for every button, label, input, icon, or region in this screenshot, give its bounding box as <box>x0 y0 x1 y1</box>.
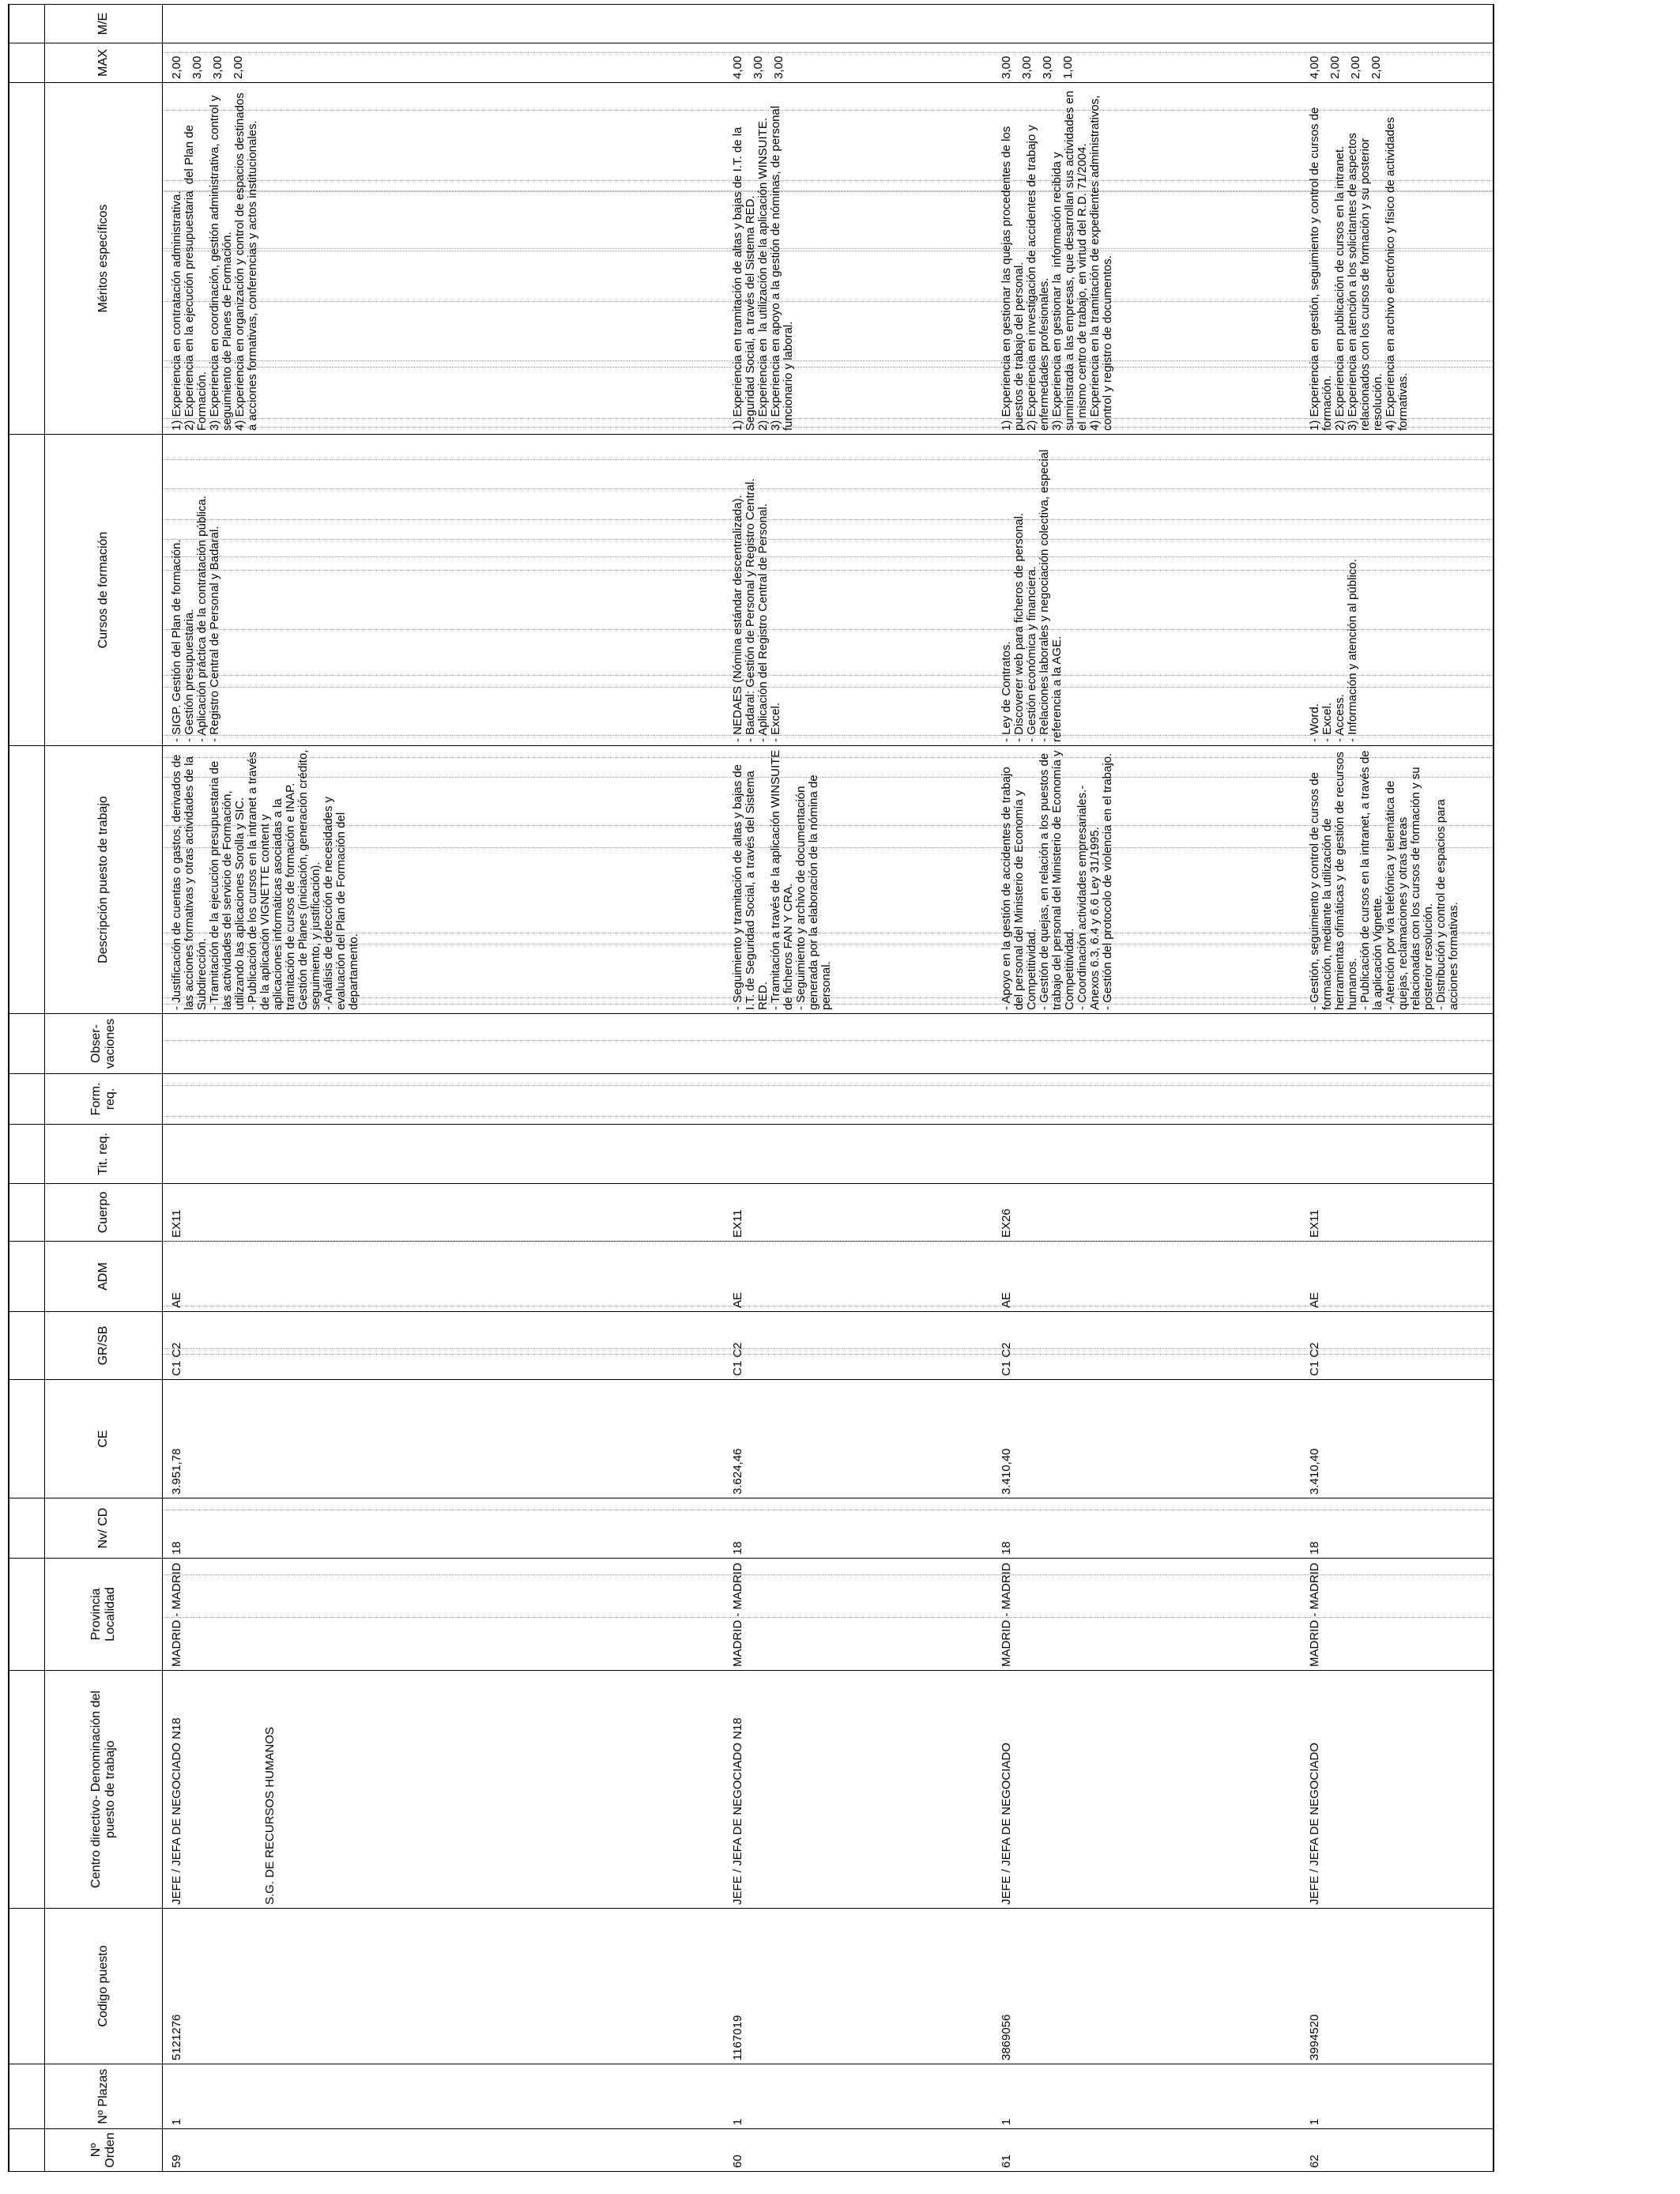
orden-value: 61 <box>1000 2154 1013 2168</box>
grupo-value: C1 C2 <box>1000 1342 1013 1376</box>
max-value: 3,00 <box>1041 55 1054 79</box>
max-value: 3,00 <box>1020 55 1034 79</box>
adm-value: AE <box>731 1291 744 1308</box>
codigo-value: 5121276 <box>170 2014 183 2060</box>
col-orden <box>163 2129 1493 2171</box>
descripcion-value: - Seguimiento y tramitación de altas y bajas de I.T. de Seguridad Social, a través del Sistema RED. - Tramitación a través de la aplicación WINSUITE de ficheros FAN Y CRA. - Seguimiento y archivo de documentación generada por la elaboración de la nómina de personal. <box>731 749 833 1010</box>
ce-value: 3.951,78 <box>170 1448 183 1495</box>
cursos-value: - SIGP. Gestión del Plan de formación. - Gestión presupuestaria. - Aplicación práctica de la contratación pública. - Registro Central de Personal y Badaral. <box>170 496 221 742</box>
max-value: 3,00 <box>211 55 224 79</box>
cursos-value: - NEDAES (Nómina estándar descentralizada). - Badaral: Gestión de Personal y Registro Central. - Aplicación del Registro Central de Personal. - Excel. <box>731 478 782 742</box>
max-value: 4,00 <box>1308 55 1321 79</box>
header-descripcion: Descripción puesto de trabajo <box>45 746 163 1014</box>
centro-directivo-label: S.G. DE RECURSOS HUMANOS <box>263 1726 277 1905</box>
nivel-value: 18 <box>170 1541 183 1555</box>
cuerpo-value: EX11 <box>1308 1209 1321 1238</box>
header-me: M/E <box>45 5 163 43</box>
codigo-value: 3994520 <box>1308 2014 1321 2060</box>
cuerpo-value: EX26 <box>1000 1208 1013 1238</box>
localidad-value: MADRID - MADRID <box>170 1563 183 1667</box>
max-value: 2,00 <box>1349 55 1362 79</box>
max-value: 2,00 <box>232 55 245 79</box>
descripcion-value: - Justificación de cuentas o gastos, derivados de las acciones formativas y otras actividades de la Subdirección. - Tramitación de la ejecución presupuestaria de las actividades del servicio de Formación, utilizando las aplicaciones Sorolla y SIC. - Publicación de los cursos en la intranet a través de la aplicación VIGNETTE content y aplicaciones informáticas asociadas a la tramitación de cursos de formación e INAP. Gestión de Planes (iniciación, generación crédito, seguimiento, y justificación). - Análisis de detección de necesidades y evaluación del Plan de Formación del departamento. <box>170 749 360 1010</box>
orden-value: 60 <box>731 2154 744 2168</box>
col-descripcion <box>163 746 1493 1013</box>
max-value: 1,00 <box>1061 55 1075 79</box>
max-value: 2,00 <box>170 55 183 79</box>
nivel-value: 18 <box>1308 1541 1321 1555</box>
cuerpo-value: EX11 <box>170 1209 183 1238</box>
cursos-value: - Ley de Contratos. - Discoverer web para ficheros de personal. - Gestión económica y financiera. - Relaciones laborales y negociación colectiva, especial referencia a la AGE. <box>1000 449 1064 742</box>
descripcion-value: - Apoyo en la gestión de accidentes de trabajo del personal del Ministerio de Economía y Competitividad. - Gestión de quejas, en relación a los puestos de trabajo del personal del Ministerio de Economía y Competitividad. - Coordinación actividades empresariales.- Anexos 6.3, 6.4 y 6.6 Ley 31/1995. - Gestión del protocolo de violencia en el trabajo. <box>1000 750 1114 1010</box>
col-titulacion <box>163 1125 1493 1183</box>
header-centro: Centro directivo- Denominación del puesto de trabajo <box>45 1671 163 1909</box>
header-nivel: Nv/ CD <box>45 1498 163 1559</box>
col-grupo <box>163 1312 1493 1379</box>
max-value: 3,00 <box>190 55 204 79</box>
header-max: MAX <box>45 43 163 83</box>
header-observaciones: Obser- vaciones <box>45 1014 163 1074</box>
adm-value: AE <box>1308 1291 1321 1308</box>
codigo-value: 3869056 <box>1000 2014 1013 2060</box>
nivel-value: 18 <box>1000 1541 1013 1555</box>
col-observaciones <box>163 1014 1493 1073</box>
adm-value: AE <box>170 1291 183 1308</box>
col-adm <box>163 1242 1493 1311</box>
plazas-value: 1 <box>170 2118 183 2125</box>
max-value: 2,00 <box>1328 55 1342 79</box>
localidad-value: MADRID - MADRID <box>1000 1563 1013 1667</box>
col-nivel <box>163 1498 1493 1558</box>
descripcion-value: - Gestión, seguimiento y control de cursos de formación, mediante la utilización de herramientas ofimáticas y de gestión de recursos humanos. - Publicación de cursos en la intranet, a través de la aplicación Vignette. - Atención por vía telefónica y telemática de quejas, reclamaciones y otras tareas relacionadas con los cursos de formación y su posterior resolución. - Distribución y control de espacios para acciones formativas. <box>1308 750 1460 1010</box>
col-me <box>163 5 1493 43</box>
nivel-value: 18 <box>731 1541 744 1555</box>
denominacion-value: JEFE / JEFA DE NEGOCIADO N18 <box>731 1717 744 1905</box>
localidad-value: MADRID - MADRID <box>731 1563 744 1667</box>
plazas-value: 1 <box>731 2118 744 2125</box>
orden-value: 62 <box>1308 2154 1321 2168</box>
header-titulacion: Tit. req. <box>45 1125 163 1184</box>
max-value: 3,00 <box>772 55 785 79</box>
header-meritos: Méritos específicos <box>45 83 163 435</box>
plazas-value: 1 <box>1000 2118 1013 2125</box>
plazas-value: 1 <box>1308 2118 1321 2125</box>
cuerpo-value: EX11 <box>731 1209 744 1238</box>
col-cuerpo <box>163 1184 1493 1241</box>
header-adm: ADM <box>45 1242 163 1312</box>
col-max <box>163 43 1493 82</box>
header-plazas: Nº Plazas <box>45 2064 163 2129</box>
col-cursos <box>163 435 1493 745</box>
meritos-value: 1) Experiencia en gestionar las quejas procedentes de los puestos de trabajo del personal. 2) Experiencia en investigación de accidentes de trabajo y enfermedades profesionales. 3) Experiencia en gestionar la información recibida y suministrada a las empresas, que desarrollan sus actividades en el mismo centro de trabajo, en virtud del R.D. 71/2004. 4) Experiencia en la tramitación de expedientes administrativos, control y registro de documentos. <box>1000 90 1114 431</box>
orden-value: 59 <box>170 2154 183 2168</box>
col-formacion <box>163 1074 1493 1124</box>
col-denominacion <box>163 1671 1493 1908</box>
meritos-value: 1) Experiencia en contratación administrativa. 2) Experiencia en la ejecución presupuestaria del Plan de Formación. 3) Experiencia en coordinación, gestión administrativa, control y seguimiento de Planes de Formación. 4) Experiencia en organización y control de espacios destinados a acciones formativas, conferencias y actos institucionales. <box>170 92 259 431</box>
codigo-value: 1167019 <box>731 2015 744 2060</box>
grupo-value: C1 C2 <box>731 1342 744 1376</box>
meritos-value: 1) Experiencia en gestión, seguimiento y control de cursos de formación. 2) Experiencia en publicación de cursos en la intranet. 3) Experiencia en atención a los solicitantes de aspectos relacionados con los cursos de formación y su posterior resolución. 4) Experiencia en archivo electrónico y físico de actividades formativas. <box>1308 107 1410 431</box>
header-formacion: Form. req. <box>45 1074 163 1125</box>
job-positions-table <box>8 4 1494 2172</box>
header-ce: CE <box>45 1380 163 1498</box>
header-cuerpo: Cuerpo <box>45 1184 163 1242</box>
ce-value: 3.410,40 <box>1308 1448 1321 1495</box>
col-meritos <box>163 83 1493 434</box>
localidad-value: MADRID - MADRID <box>1308 1563 1321 1667</box>
denominacion-value: JEFE / JEFA DE NEGOCIADO <box>1000 1742 1013 1905</box>
adm-value: AE <box>1000 1291 1013 1308</box>
cursos-value: - Word. - Excel. - Access. - Información y atención al público. <box>1308 559 1359 742</box>
top-strip-row <box>9 5 45 2172</box>
max-value: 3,00 <box>751 55 765 79</box>
max-value: 3,00 <box>1000 55 1013 79</box>
ce-value: 3.624,46 <box>731 1448 744 1495</box>
meritos-value: 1) Experiencia en tramitación de altas y bajas de I.T. de la Seguridad Social, a través del Sistema RED. 2) Experiencia en la utilización de la aplicación WINSUITE. 3) Experiencia en apoyo a la gestión de nóminas, de personal funcionario y laboral. <box>731 105 795 431</box>
denominacion-value: JEFE / JEFA DE NEGOCIADO <box>1308 1742 1321 1905</box>
col-localidad <box>163 1559 1493 1670</box>
header-orden: Nº Orden <box>45 2129 163 2172</box>
grupo-value: C1 C2 <box>1308 1342 1321 1376</box>
max-value: 2,00 <box>1369 55 1383 79</box>
header-grupo: GR/SB <box>45 1312 163 1380</box>
header-cursos: Cursos de formación <box>45 435 163 746</box>
ce-value: 3.410,40 <box>1000 1448 1013 1495</box>
col-codigo <box>163 1909 1493 2064</box>
max-value: 4,00 <box>731 55 744 79</box>
col-plazas <box>163 2064 1493 2128</box>
grupo-value: C1 C2 <box>170 1342 183 1376</box>
denominacion-value: JEFE / JEFA DE NEGOCIADO N18 <box>170 1717 183 1905</box>
header-codigo: Codigo puesto <box>45 1909 163 2064</box>
header-provincia: Provincia Localidad <box>45 1559 163 1671</box>
col-ce <box>163 1380 1493 1498</box>
header-row <box>45 5 163 2172</box>
body-row <box>163 5 1494 2172</box>
